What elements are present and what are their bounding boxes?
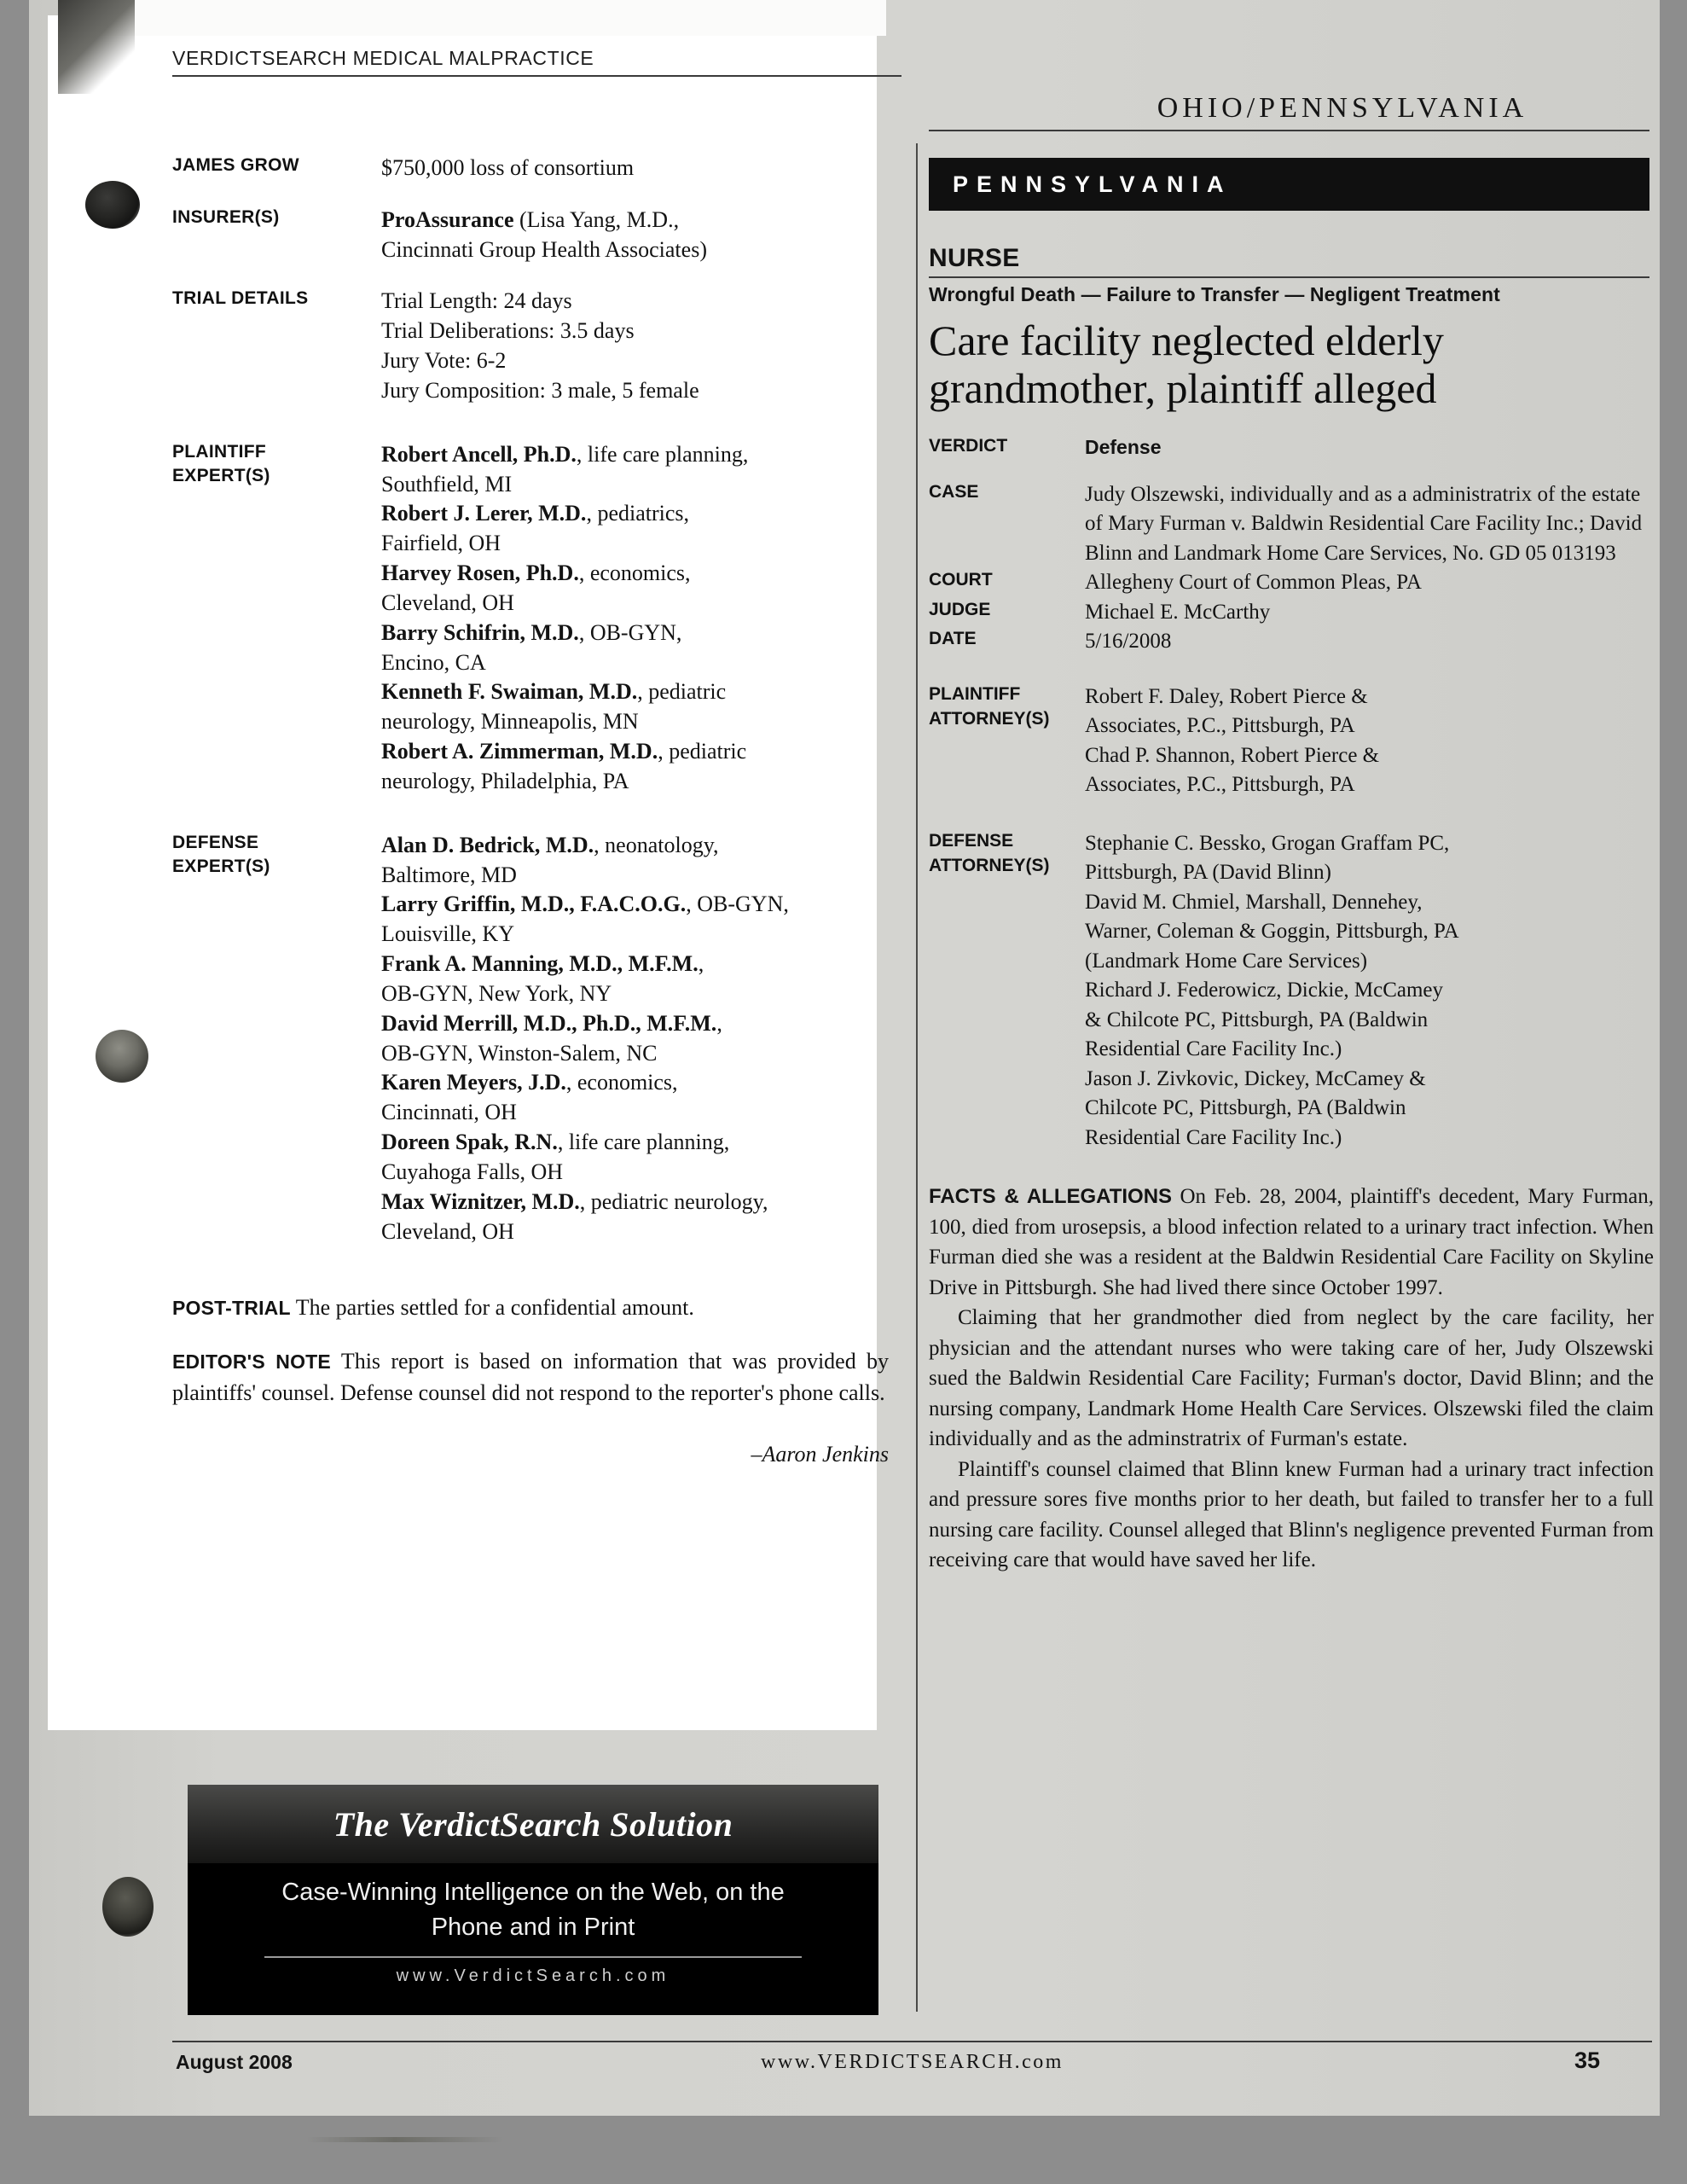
plaintiff-experts-list xyxy=(381,440,889,797)
scan-corner-shadow xyxy=(58,0,135,94)
running-head-right-rule xyxy=(929,130,1649,131)
verdict-row xyxy=(929,434,1654,462)
detail-row-value: ProAssurance (Lisa Yang, M.D., Cincinnati Group Health Associates) xyxy=(381,206,707,262)
post-trial-text: The parties settled for a confidential amount. xyxy=(290,1295,694,1321)
person-entry: Doreen Spak, R.N., life care planning, Cuyahoga Falls, OH xyxy=(381,1130,730,1184)
right-column xyxy=(929,244,1654,1576)
verdict-value: Defense xyxy=(1085,436,1162,458)
court-value: Allegheny Court of Common Pleas, PA xyxy=(1085,571,1422,595)
detail-row-value: Trial Length: 24 days Trial Deliberations: 3.5 days Jury Vote: 6-2 Jury Composition: 3 male, 5 female xyxy=(381,288,699,403)
scan-smudge-middle xyxy=(96,1030,148,1083)
facts-text-1: On Feb. 28, 2004, plaintiff's decedent, Mary Furman, 100, died from urosepsis, a blood infection related to a urinary tract infection. When Furman died she was a resident at the Baldwin Residential Care Facility on Skyline Drive in Pittsburgh. She had lived there since October 1997. xyxy=(929,1185,1654,1299)
ad-line-1: Case-Winning Intelligence on the Web, on the xyxy=(281,1879,785,1906)
person-entry: Chad P. Shannon, Robert Pierce & Associates, P.C., Pittsburgh, PA xyxy=(1085,743,1380,797)
person-entry: Frank A. Manning, M.D., M.F.M., OB-GYN, New York, NY xyxy=(381,951,704,1006)
court-row xyxy=(929,568,1654,598)
court-label: COURT xyxy=(929,570,993,590)
person-entry: Alan D. Bedrick, M.D., neonatology, Baltimore, MD xyxy=(381,832,719,887)
running-head-right: OHIO/PENNSYLVANIA xyxy=(1157,92,1528,124)
scan-white-patch-top xyxy=(76,0,886,36)
page-sheet xyxy=(29,0,1660,2116)
defense-experts-row xyxy=(172,831,889,1247)
ad-title-bar xyxy=(188,1785,878,1863)
detail-row xyxy=(172,287,889,405)
post-trial-paragraph xyxy=(172,1292,889,1324)
judge-value: Michael E. McCarthy xyxy=(1085,600,1271,624)
person-entry: Max Wiznitzer, M.D., pediatric neurology, Cleveland, OH xyxy=(381,1188,768,1244)
verdict-label: VERDICT xyxy=(929,436,1008,456)
case-row xyxy=(929,480,1654,569)
scan-bottom-scuff xyxy=(307,2137,503,2142)
detail-row-label: JAMES GROW xyxy=(172,155,299,175)
byline: –Aaron Jenkins xyxy=(751,1442,889,1467)
footer-rule xyxy=(172,2041,1652,2042)
left-detail-rows xyxy=(172,154,889,406)
ad-divider xyxy=(264,1956,802,1958)
judge-label: JUDGE xyxy=(929,599,991,619)
detail-row-value: $750,000 loss of consortium xyxy=(381,155,635,180)
person-entry: David M. Chmiel, Marshall, Dennehey, Warner, Coleman & Goggin, Pittsburgh, PA (Landmark Home Care Services) xyxy=(1085,890,1459,973)
person-entry: Stephanie C. Bessko, Grogan Graffam PC, Pittsburgh, PA (David Blinn) xyxy=(1085,831,1450,885)
person-entry: Robert A. Zimmerman, M.D., pediatric neurology, Philadelphia, PA xyxy=(381,739,747,793)
editors-note-paragraph xyxy=(172,1346,889,1409)
post-trial-heading: POST-TRIAL xyxy=(172,1297,291,1320)
person-entry: Robert J. Lerer, M.D., pediatrics, Fairfield, OH xyxy=(381,501,690,556)
plaintiff-experts-row xyxy=(172,440,889,797)
person-entry: Harvey Rosen, Ph.D., economics, Cleveland, OH xyxy=(381,561,691,615)
scan-smudge-top xyxy=(85,181,140,229)
facts-paragraph-3: Plaintiff's counsel claimed that Blinn knew Furman had a urinary tract infection and pressure sores five months prior to her death, but failed to transfer her to a full nursing care facility. Counsel alleged that Blinn's negligence prevented Furman from receiving care that would have saved her life. xyxy=(929,1457,1654,1572)
state-banner xyxy=(929,158,1649,211)
detail-row xyxy=(172,154,889,183)
state-banner-label: PENNSYLVANIA xyxy=(953,171,1232,197)
plaintiff-attorneys-label: PLAINTIFF ATTORNEY(S) xyxy=(929,683,1050,729)
article-headline: Care facility neglected elderly grandmother, plaintiff alleged xyxy=(929,317,1444,412)
editors-note-heading: EDITOR'S NOTE xyxy=(172,1350,331,1374)
detail-row-label: TRIAL DETAILS xyxy=(172,288,309,309)
ad-url[interactable]: www.VerdictSearch.com xyxy=(396,1966,670,1986)
ad-line-2: Phone and in Print xyxy=(431,1913,635,1941)
section-subtitle: Wrongful Death — Failure to Transfer — Negligent Treatment xyxy=(929,283,1500,305)
scan-smudge-bottom xyxy=(102,1877,154,1937)
person-entry: Jason J. Zivkovic, Dickey, McCamey & Chilcote PC, Pittsburgh, PA (Baldwin Residential Care Facility Inc.) xyxy=(1085,1066,1426,1149)
running-head-left-rule xyxy=(172,75,901,77)
person-entry: Kenneth F. Swaiman, M.D., pediatric neurology, Minneapolis, MN xyxy=(381,679,727,735)
ad-body xyxy=(188,1863,878,1986)
date-row xyxy=(929,627,1654,657)
section-title: NURSE xyxy=(929,244,1020,272)
defense-attorneys-label: DEFENSE ATTORNEY(S) xyxy=(929,830,1050,875)
facts-heading: FACTS & ALLEGATIONS xyxy=(929,1185,1173,1209)
footer-page-number: 35 xyxy=(1574,2048,1600,2073)
footer-site: www.VERDICTSEARCH.com xyxy=(761,2051,1064,2073)
person-entry: Robert F. Daley, Robert Pierce & Associates, P.C., Pittsburgh, PA xyxy=(1085,684,1368,738)
ad-title: The VerdictSearch Solution xyxy=(333,1804,733,1844)
person-entry: Robert Ancell, Ph.D., life care planning, Southfield, MI xyxy=(381,441,749,497)
defense-experts-label: DEFENSE EXPERT(S) xyxy=(172,832,270,876)
date-value: 5/16/2008 xyxy=(1085,630,1172,653)
detail-row xyxy=(172,206,889,265)
column-divider xyxy=(916,143,918,2012)
section-title-rule xyxy=(929,276,1649,278)
facts-paragraph-1 xyxy=(929,1182,1654,1303)
person-entry: Karen Meyers, J.D., economics, Cincinnati, OH xyxy=(381,1070,678,1125)
plaintiff-attorneys-row xyxy=(929,682,1654,800)
plaintiff-experts-label: PLAINTIFF EXPERT(S) xyxy=(172,441,270,485)
defense-experts-list xyxy=(381,831,889,1247)
left-column xyxy=(172,154,889,1467)
defense-attorneys-list xyxy=(1085,829,1654,1153)
running-head-left: VERDICTSEARCH MEDICAL MALPRACTICE xyxy=(172,47,594,69)
facts-paragraph-2: Claiming that her grandmother died from neglect by the care facility, her physician and the attendant nurses who were taking care of her, Judy Olszewski sued the Baldwin Residential Care Facility; Furman's doctor, David Blinn; and the nursing company, Landmark Home Health Care Services. Olszewski filed the claim individually and as the adminstratrix of Furman's estate. xyxy=(929,1306,1654,1451)
judge-row xyxy=(929,598,1654,628)
case-label: CASE xyxy=(929,481,979,502)
case-value: Judy Olszewski, individually and as a administratrix of the estate of Mary Furman v. Baldwin Residential Care Facility Inc.; David Blinn and Landmark Home Care Services, No. GD 05 013193 xyxy=(1085,482,1643,565)
person-entry: Larry Griffin, M.D., F.A.C.O.G., OB-GYN, Louisville, KY xyxy=(381,892,789,947)
plaintiff-attorneys-list xyxy=(1085,682,1654,800)
person-entry: David Merrill, M.D., Ph.D., M.F.M., OB-GYN, Winston-Salem, NC xyxy=(381,1010,722,1066)
verdictsearch-ad[interactable] xyxy=(188,1785,878,2015)
date-label: DATE xyxy=(929,629,977,649)
editors-note-text: This report is based on information that was provided by plaintiffs' counsel. Defense counsel did not respond to the reporter's phone calls. xyxy=(172,1349,890,1406)
defense-attorneys-row xyxy=(929,829,1654,1153)
person-entry: Barry Schifrin, M.D., OB-GYN, Encino, CA xyxy=(381,619,682,675)
person-entry: Richard J. Federowicz, Dickie, McCamey & Chilcote PC, Pittsburgh, PA (Baldwin Residential Care Facility Inc.) xyxy=(1085,979,1444,1061)
detail-row-label: INSURER(S) xyxy=(172,206,280,227)
footer-issue: August 2008 xyxy=(176,2051,293,2073)
